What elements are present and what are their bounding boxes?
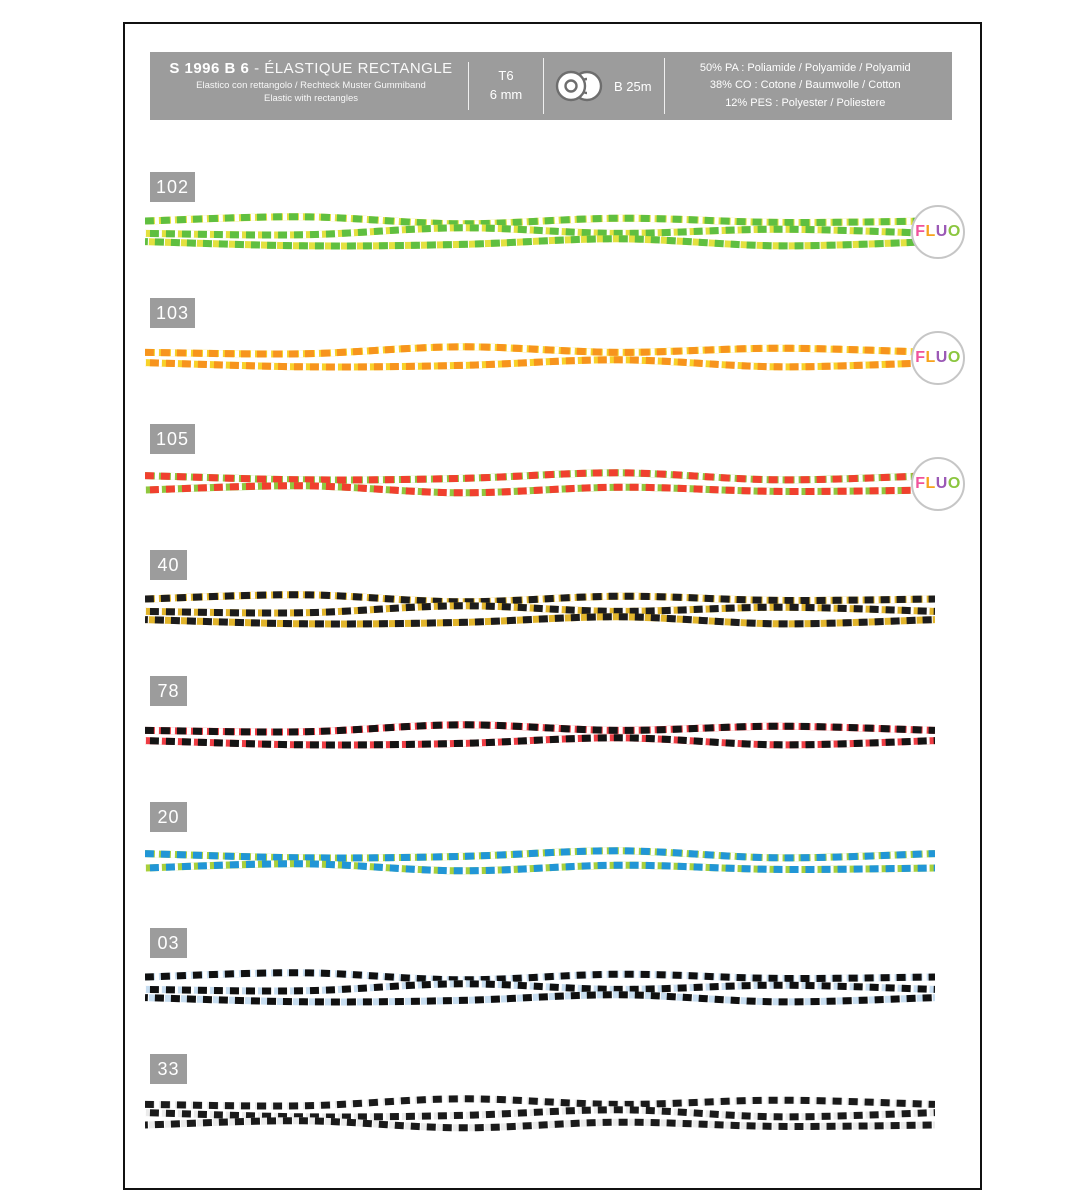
fluo-badge-letter: O [947, 349, 961, 366]
title-separator: - [254, 60, 265, 77]
swatch-row [125, 676, 980, 802]
catalog-page [123, 22, 982, 1190]
composition-line: 12% PES : Polyester / Poliestere [725, 96, 886, 109]
subtitle-english: Elastic with rectangles [264, 92, 358, 104]
fluo-badge-letter: U [935, 349, 948, 366]
fluo-badge-letter: O [947, 475, 961, 492]
elastic-cord-sample [145, 460, 935, 508]
color-number-chip: 03 [150, 928, 187, 958]
elastic-cord-sample [145, 964, 935, 1012]
fluo-badge-letter: U [935, 223, 948, 240]
product-subtitle [160, 80, 462, 106]
elastic-cord-sample [145, 586, 935, 634]
color-number-chip: 33 [150, 1054, 187, 1084]
product-title [160, 60, 462, 77]
subtitle-translations: Elastico con rettangolo / Rechteck Muster Gummiband [196, 80, 426, 91]
size-code: T6 [498, 68, 514, 84]
swatch-row [125, 802, 980, 928]
product-title-block [150, 52, 468, 120]
fluo-badge [911, 205, 965, 259]
fluo-badge-letter: F [915, 223, 926, 240]
fluo-badge-letter: L [925, 349, 936, 366]
color-number-chip: 102 [150, 172, 195, 202]
fluo-badge-letter: O [947, 223, 961, 240]
elastic-cord-sample [145, 1090, 935, 1138]
elastic-cord-sample [145, 712, 935, 760]
color-number-chip: 78 [150, 676, 187, 706]
color-number-chip: 103 [150, 298, 195, 328]
swatch-row [125, 928, 980, 1054]
composition-line: 38% CO : Cotone / Baumwolle / Cotton [709, 79, 901, 92]
fluo-badge-letter: F [915, 349, 926, 366]
color-number-chip: 20 [150, 802, 187, 832]
color-number-chip: 40 [150, 550, 187, 580]
fluo-badge-letter: L [925, 223, 936, 240]
fluo-badge-letter: U [935, 475, 948, 492]
spool-icon [554, 66, 606, 106]
fluo-badge-letter: L [925, 475, 936, 492]
length-label: B 25m [614, 78, 652, 94]
elastic-cord-sample [145, 838, 935, 886]
size-value: 6 mm [489, 87, 523, 102]
swatch-row [125, 424, 980, 550]
composition-block [665, 52, 952, 120]
swatch-row [125, 172, 980, 298]
color-number-chip: 105 [150, 424, 195, 454]
swatch-list [125, 172, 980, 1180]
swatch-row [125, 298, 980, 424]
elastic-cord-sample [145, 208, 935, 256]
product-code: S 1996 B 6 [169, 60, 250, 77]
swatch-row [125, 1054, 980, 1180]
fluo-badge [911, 331, 965, 385]
size-block [469, 52, 543, 120]
composition-line: 50% PA : Poliamide / Polyamide / Polyamid [699, 62, 911, 75]
swatch-row [125, 550, 980, 676]
fluo-badge-letter: F [915, 475, 926, 492]
spool-block [544, 52, 664, 120]
elastic-cord-sample [145, 334, 935, 382]
product-name: ÉLASTIQUE RECTANGLE [264, 60, 453, 77]
product-header [150, 52, 952, 120]
fluo-badge [911, 457, 965, 511]
